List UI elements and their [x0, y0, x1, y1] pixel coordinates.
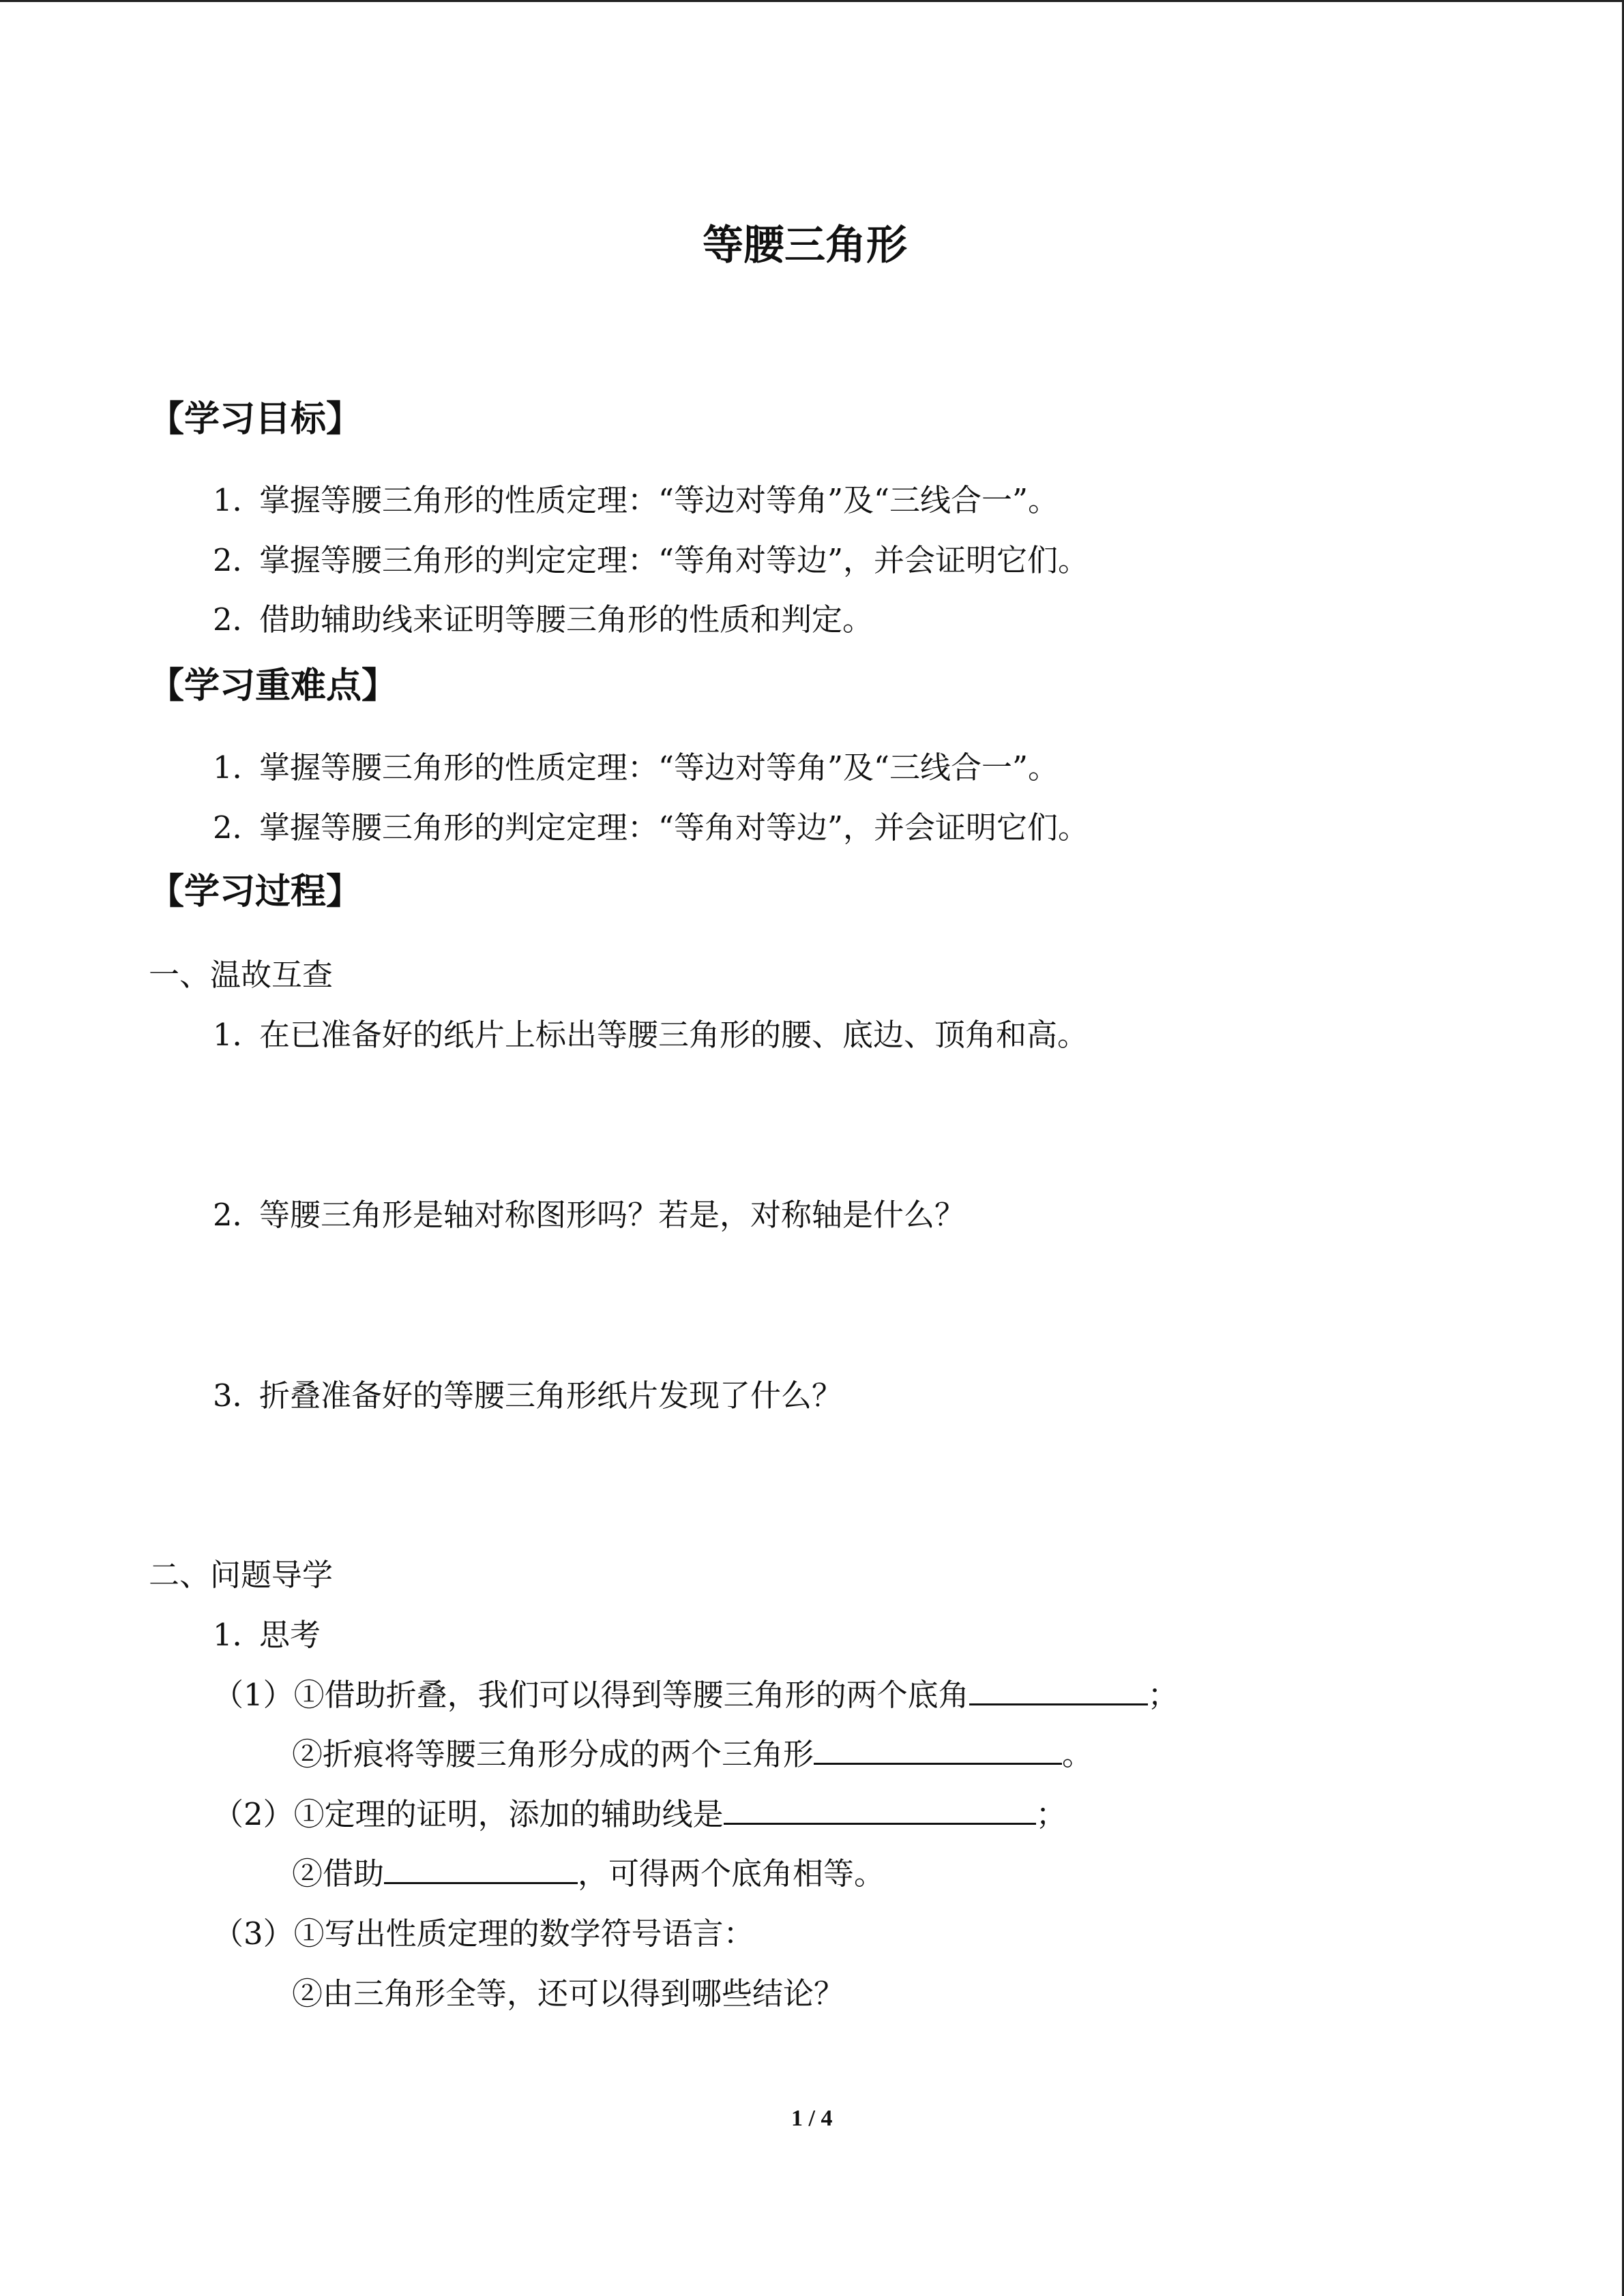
- part2-q1a-blank: [969, 1673, 1148, 1705]
- part2-q2b-blank: [384, 1852, 578, 1884]
- objective-item-3-num: 2．: [213, 601, 263, 638]
- objective-item-2-num: 2．: [213, 542, 263, 578]
- part2-q3b: ②由三角形全等，还可以得到哪些结论？: [292, 1976, 845, 2012]
- part2-q2b-suffix: ，可得两个底角相等。: [578, 1855, 885, 1892]
- part1-question-2-num: 2．: [213, 1197, 263, 1233]
- objective-item-1-num: 1．: [213, 482, 263, 518]
- page-title: 等腰三角形: [703, 222, 907, 269]
- part2-q2a-suffix: ；: [1035, 1796, 1067, 1832]
- objective-item-3: [213, 595, 873, 639]
- objective-item-1-text: 掌握等腰三角形的性质定理：“等边对等角”及“三线合一”。: [259, 482, 1059, 518]
- objective-item-2-text: 掌握等腰三角形的判定定理：“等角对等边”，并会证明它们。: [259, 542, 1089, 578]
- part2-q1b-suffix: 。: [1062, 1736, 1093, 1772]
- part1-question-1-num: 1．: [213, 1017, 263, 1053]
- part1-question-1-text: 在已准备好的纸片上标出等腰三角形的腰、底边、顶角和高。: [259, 1017, 1089, 1053]
- part2-q1a-suffix: ；: [1147, 1677, 1179, 1713]
- part2-think-num: 1．: [213, 1617, 263, 1653]
- part1-question-3-num: 3．: [213, 1377, 263, 1414]
- part2-q2b-prefix: ②借助: [292, 1855, 385, 1892]
- part2-q2b: [292, 1849, 885, 1893]
- part2-q3a: （3）①写出性质定理的数学符号语言：: [213, 1915, 754, 1952]
- part2-q1a: [213, 1670, 1179, 1714]
- part2-think: [213, 1610, 321, 1654]
- key-point-item-2-num: 2．: [213, 809, 263, 846]
- part1-question-1: [213, 1010, 1088, 1054]
- objective-item-3-text: 借助辅助线来证明等腰三角形的性质和判定。: [259, 601, 874, 638]
- part2-q1b: [292, 1729, 1093, 1774]
- part2-q2a-blank: [724, 1793, 1036, 1825]
- objective-item-2: [213, 535, 1089, 580]
- part1-question-3: [213, 1371, 842, 1415]
- part2-think-text: 思考: [259, 1617, 321, 1653]
- key-point-item-2-text: 掌握等腰三角形的判定定理：“等角对等边”，并会证明它们。: [259, 809, 1089, 846]
- part2-q2a: [213, 1789, 1067, 1834]
- key-point-item-1-num: 1．: [213, 749, 263, 786]
- objectives-heading: 【学习目标】: [149, 399, 362, 440]
- objective-item-1: [213, 475, 1059, 520]
- part2-q1b-prefix: ②折痕将等腰三角形分成的两个三角形: [292, 1736, 814, 1772]
- part1-question-3-text: 折叠准备好的等腰三角形纸片发现了什么？: [259, 1377, 843, 1414]
- key-point-item-2: [213, 803, 1089, 847]
- key-point-item-1-text: 掌握等腰三角形的性质定理：“等边对等角”及“三线合一”。: [259, 749, 1059, 786]
- part2-title: 二、问题导学: [149, 1557, 334, 1593]
- page-number: 1 / 4: [791, 2106, 833, 2131]
- key-points-heading: 【学习重难点】: [149, 666, 398, 706]
- part2-q2a-prefix: （2）①定理的证明，添加的辅助线是: [213, 1796, 724, 1832]
- part1-question-2-text: 等腰三角形是轴对称图形吗？若是，对称轴是什么？: [259, 1197, 966, 1233]
- part2-q1b-blank: [814, 1733, 1062, 1765]
- page-top-border: [0, 0, 1624, 2]
- key-point-item-1: [213, 743, 1059, 787]
- process-heading: 【学习过程】: [149, 871, 362, 912]
- part1-title: 一、温故互查: [149, 957, 334, 993]
- part2-q1a-prefix: （1）①借助折叠，我们可以得到等腰三角形的两个底角: [213, 1677, 969, 1713]
- part1-question-2: [213, 1190, 965, 1234]
